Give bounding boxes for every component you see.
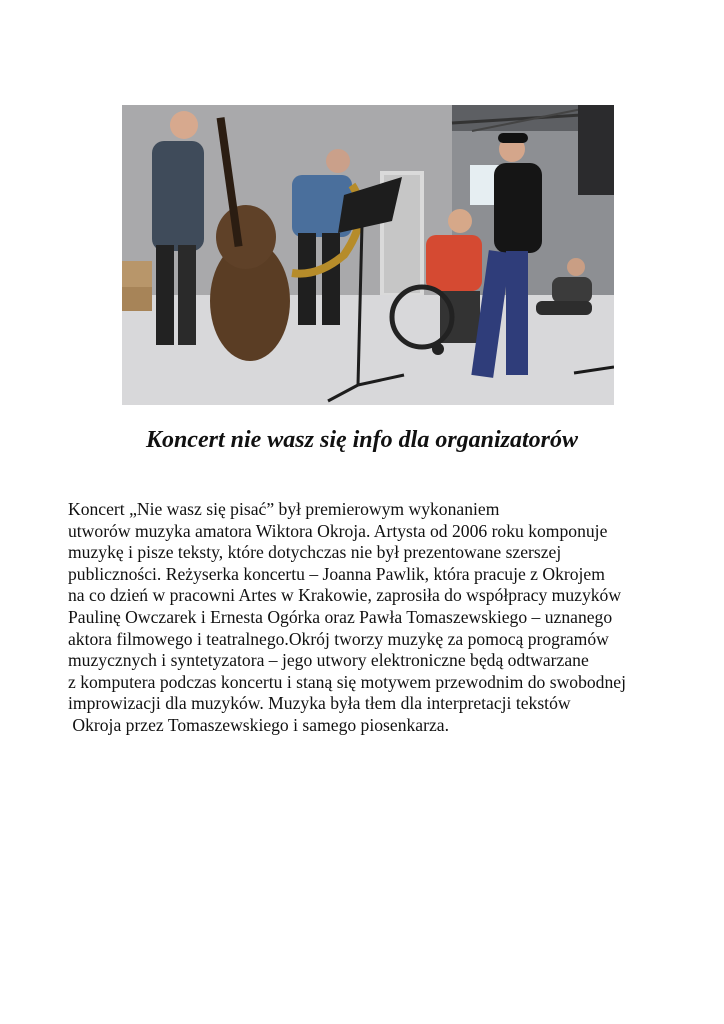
body-line: muzycznych i syntetyzatora – jego utwory elektroniczne będą odtwarzane	[68, 650, 589, 671]
document-title: Koncert nie wasz się info dla organizatorów	[145, 427, 579, 453]
body-line: improwizacji dla muzyków. Muzyka była tłem dla interpretacji tekstów	[68, 693, 571, 714]
body-line: aktora filmowego i teatralnego.Okrój tworzy muzykę za pomocą programów	[68, 628, 609, 649]
body-line: na co dzień w pracowni Artes w Krakowie, zaprosiła do współpracy muzyków	[68, 585, 622, 606]
body-line: utworów muzyka amatora Wiktora Okroja. Artysta od 2006 roku komponuje	[68, 520, 608, 541]
body-line: muzykę i pisze teksty, które dotychczas nie był prezentowane szerszej	[68, 542, 562, 563]
rehearsal-photo-illustration	[122, 105, 614, 405]
body-line: Okroja przez Tomaszewskiego i samego piosenkarza.	[68, 714, 449, 735]
body-line: publiczności. Reżyserka koncertu – Joanna Pawlik, która pracuje z Okrojem	[68, 563, 605, 584]
body-line: z komputera podczas koncertu i staną się motywem przewodnim do swobodnej	[68, 671, 626, 692]
rehearsal-photo	[122, 105, 614, 405]
body-line: Koncert „Nie wasz się pisać” był premierowym wykonaniem	[68, 499, 500, 519]
body-paragraph	[68, 499, 708, 737]
body-line: Paulinę Owczarek i Ernesta Ogórka oraz Pawła Tomaszewskiego – uznanego	[68, 606, 613, 627]
